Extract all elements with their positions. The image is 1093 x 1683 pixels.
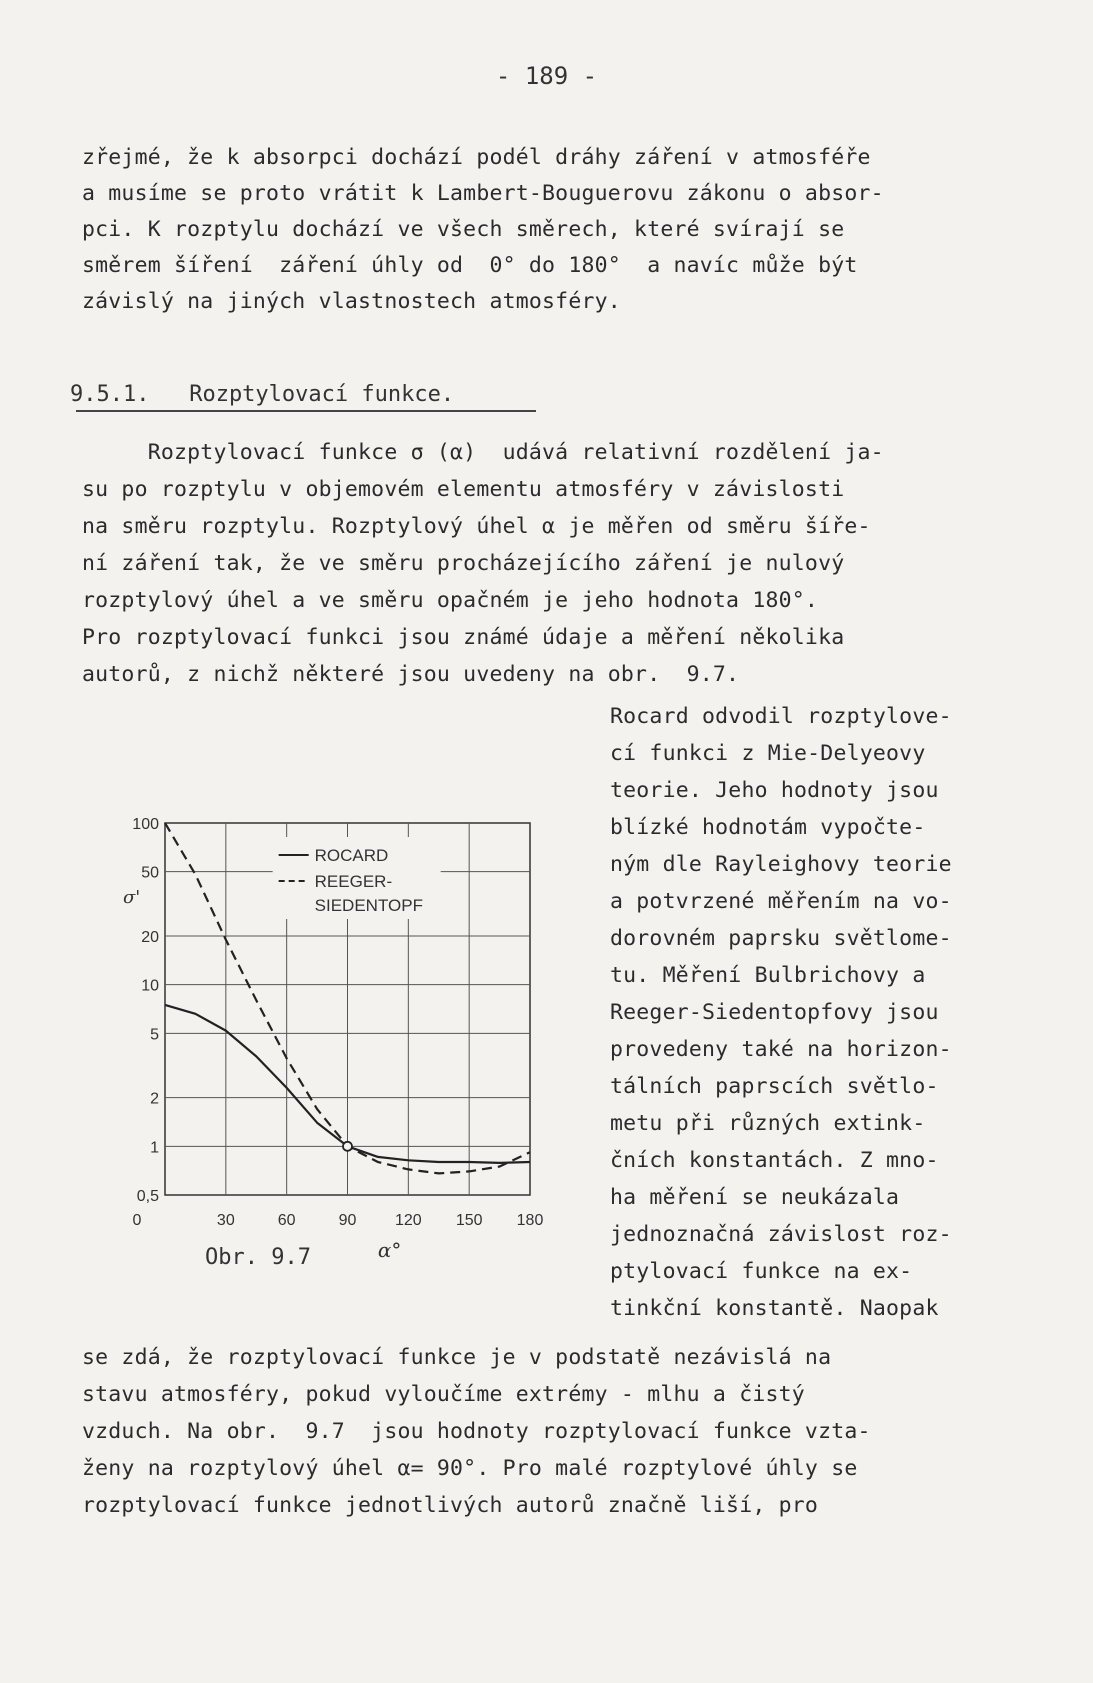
text-line: čních konstantách. Z mno-: [610, 1148, 939, 1173]
text-line: a musíme se proto vrátit k Lambert-Bouguerovu zákonu o absor-: [82, 181, 884, 206]
text-line: Pro rozptylovací funkci jsou známé údaje a měření několika: [82, 625, 845, 650]
text-line: dorovném paprsku světlome-: [610, 926, 952, 951]
text-line: se zdá, že rozptylovací funkce je v podstatě nezávislá na: [82, 1345, 832, 1370]
legend-label: REEGER-: [314, 872, 393, 891]
text-line: provedeny také na horizon-: [610, 1037, 952, 1062]
text-line: tu. Měření Bulbrichovy a: [610, 963, 926, 988]
text-line: na směru rozptylu. Rozptylový úhel α je měřen od směru šíře-: [82, 514, 871, 539]
text-line: ženy na rozptylový úhel α= 90°. Pro malé rozptylové úhly se: [82, 1456, 858, 1481]
text-line: směrem šíření záření úhly od 0° do 180° a navíc může být: [82, 253, 858, 278]
y-tick-label: 1: [150, 1139, 159, 1157]
y-tick-label: 20: [141, 929, 159, 947]
text-line: vzduch. Na obr. 9.7 jsou hodnoty rozptylovací funkce vzta-: [82, 1419, 871, 1444]
section-heading: 9.5.1. Rozptylovací funkce.: [70, 382, 455, 407]
text-line: cí funkci z Mie-Delyeovy: [610, 741, 926, 766]
y-tick-label: 100: [132, 816, 159, 833]
y-tick-label: 5: [150, 1026, 159, 1044]
x-tick-label: 150: [455, 1212, 483, 1229]
text-line: závislý na jiných vlastnostech atmosféry.: [82, 289, 621, 314]
text-line: ha měření se neukázala: [610, 1185, 900, 1210]
x-tick-label: 90: [338, 1212, 357, 1229]
text-line: zřejmé, že k absorpci dochází podél dráhy záření v atmosféře: [82, 145, 871, 170]
text-line: rozptylovací funkce jednotlivých autorů značně liší, pro: [82, 1493, 819, 1518]
text-line: tálních paprscích světlo-: [610, 1074, 939, 1099]
figure-caption: Obr. 9.7: [205, 1245, 311, 1270]
y-tick-label: 0,5: [136, 1188, 159, 1205]
reference-point: [343, 1142, 352, 1151]
y-axis-label: σ': [123, 887, 141, 908]
x-tick-label: 60: [277, 1212, 296, 1229]
y-tick-label: 10: [141, 977, 159, 995]
text-line: su po rozptylu v objemovém elementu atmosféry v závislosti: [82, 477, 845, 502]
text-line: pci. K rozptylu dochází ve všech směrech, které svírají se: [82, 217, 845, 242]
text-line: Rozptylovací funkce σ (α) udává relativní rozdělení ja-: [82, 440, 884, 465]
text-line: ní záření tak, že ve směru procházejícího záření je nulový: [82, 551, 845, 576]
text-line: rozptylový úhel a ve směru opačném je jeho hodnota 180°.: [82, 588, 819, 613]
text-line: ným dle Rayleighovy teorie: [610, 852, 952, 877]
x-axis-label: α°: [377, 1238, 402, 1262]
text-line: Reeger-Siedentopfovy jsou: [610, 1000, 939, 1025]
legend-label: SIEDENTOPF: [314, 896, 423, 915]
y-tick-label: 2: [150, 1090, 159, 1108]
text-line: a potvrzené měřením na vo-: [610, 889, 952, 914]
legend-label: ROCARD: [314, 846, 389, 865]
heading-underline: [76, 410, 536, 412]
text-line: jednoznačná závislost roz-: [610, 1222, 952, 1247]
text-line: autorů, z nichž některé jsou uvedeny na obr. 9.7.: [82, 662, 740, 687]
x-tick-label: 30: [216, 1212, 235, 1229]
text-line: blízké hodnotám vypočte-: [610, 815, 926, 840]
text-line: Rocard odvodil rozptylove-: [610, 704, 952, 729]
text-line: stavu atmosféry, pokud vyloučíme extrémy - mlhu a čistý: [82, 1382, 805, 1407]
text-line: metu při různých extink-: [610, 1111, 926, 1136]
text-line: ptylovací funkce na ex-: [610, 1259, 913, 1284]
page-number: - 189 -: [495, 62, 598, 90]
x-tick-label: 0: [132, 1212, 142, 1229]
text-line: tinkční konstantě. Naopak: [610, 1296, 939, 1321]
x-tick-label: 180: [516, 1212, 544, 1229]
y-tick-label: 50: [141, 864, 159, 882]
x-tick-label: 120: [394, 1212, 422, 1229]
text-line: teorie. Jeho hodnoty jsou: [610, 778, 939, 803]
